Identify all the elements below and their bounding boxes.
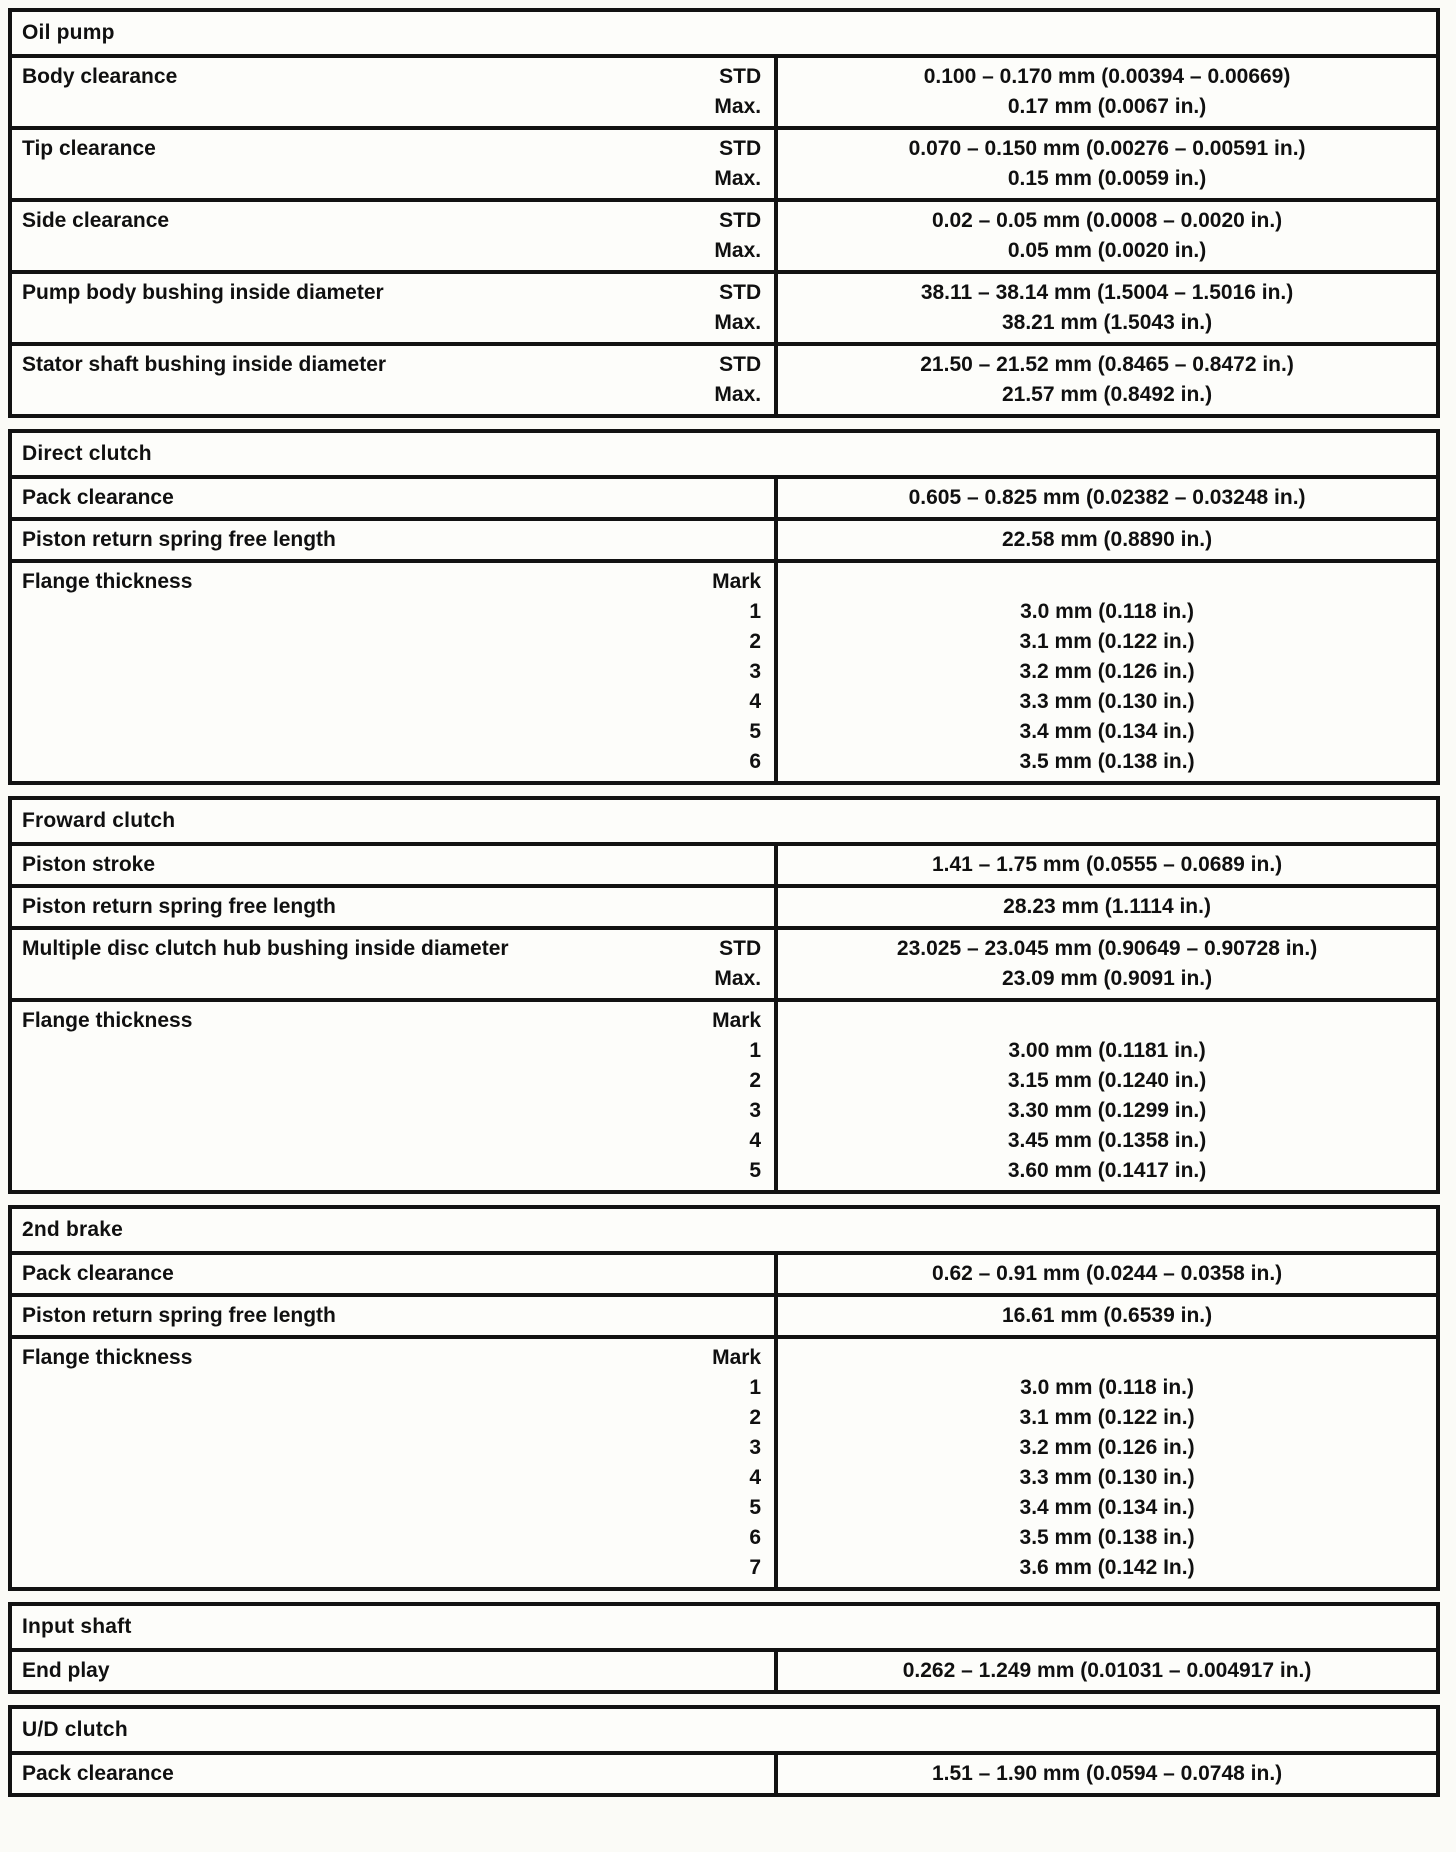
spec-row xyxy=(12,998,1436,1190)
spec-section xyxy=(8,796,1440,1194)
section-title: Froward clutch xyxy=(22,809,176,832)
spec-row-left-cell xyxy=(12,563,778,781)
spec-sublabel: STD xyxy=(719,137,762,160)
spec-value: 28.23 mm (1.1114 in.) xyxy=(1003,895,1211,918)
sublabel-column xyxy=(761,1759,774,1789)
spec-value: 3.30 mm (0.1299 in.) xyxy=(1007,1099,1207,1122)
spec-sublabel: 6 xyxy=(749,1526,762,1549)
spec-row-value-cell xyxy=(778,346,1436,414)
spec-row xyxy=(12,126,1436,198)
spec-row xyxy=(12,475,1436,517)
item-label: Piston return spring free length xyxy=(22,1304,336,1327)
section-title: 2nd brake xyxy=(22,1218,124,1241)
spec-value xyxy=(788,567,1426,597)
sublabel-column xyxy=(714,134,774,194)
spec-sublabel: Max. xyxy=(714,167,762,190)
spec-sublabel: 2 xyxy=(749,1069,762,1092)
spec-value: 16.61 mm (0.6539 in.) xyxy=(1001,1304,1213,1327)
spec-value: 38.11 – 38.14 mm (1.5004 – 1.5016 in.) xyxy=(920,281,1294,304)
item-label: Tip clearance xyxy=(22,137,156,160)
section-body xyxy=(12,1751,1436,1793)
spec-row xyxy=(12,198,1436,270)
spec-sublabel: Mark xyxy=(712,1346,762,1369)
spec-section xyxy=(8,1705,1440,1797)
section-title: Input shaft xyxy=(22,1615,132,1638)
spec-row xyxy=(12,517,1436,559)
sublabel-column xyxy=(712,567,774,777)
spec-sublabel: STD xyxy=(719,209,762,232)
spec-value: 1.41 – 1.75 mm (0.0555 – 0.0689 in.) xyxy=(931,853,1283,876)
item-label: Flange thickness xyxy=(22,1009,193,1032)
sublabel-column xyxy=(761,850,774,880)
spec-sublabel: Max. xyxy=(714,95,762,118)
spec-row-left-cell xyxy=(12,930,778,998)
spec-section xyxy=(8,1205,1440,1591)
item-label: Pack clearance xyxy=(22,1762,174,1785)
spec-value: 22.58 mm (0.8890 in.) xyxy=(1001,528,1213,551)
spec-sublabel: 5 xyxy=(749,1159,762,1182)
sublabel-column xyxy=(714,350,774,410)
spec-sublabel: 1 xyxy=(749,1039,762,1062)
spec-value: 0.62 – 0.91 mm (0.0244 – 0.0358 in.) xyxy=(931,1262,1283,1285)
spec-row-left-cell xyxy=(12,1255,778,1293)
spec-value: 0.605 – 0.825 mm (0.02382 – 0.03248 in.) xyxy=(908,486,1306,509)
section-body xyxy=(12,54,1436,414)
spec-row-value-cell xyxy=(778,1002,1436,1190)
spec-sublabel: STD xyxy=(719,65,762,88)
spec-row-left-cell xyxy=(12,202,778,270)
spec-row xyxy=(12,54,1436,126)
sublabel-column xyxy=(761,1259,774,1289)
sublabel-column xyxy=(761,483,774,513)
spec-value: 23.025 – 23.045 mm (0.90649 – 0.90728 in.) xyxy=(896,937,1318,960)
spec-sublabel: 1 xyxy=(749,600,762,623)
spec-sublabel: Max. xyxy=(714,239,762,262)
sublabel-column xyxy=(761,1301,774,1331)
sublabel-column xyxy=(761,1656,774,1686)
item-label: Pack clearance xyxy=(22,1262,174,1285)
spec-row-value-cell xyxy=(778,1652,1436,1690)
spec-row xyxy=(12,1648,1436,1690)
spec-value: 3.2 mm (0.126 in.) xyxy=(1019,660,1195,683)
spec-row-left-cell xyxy=(12,346,778,414)
spec-sheet xyxy=(8,8,1440,1797)
spec-row-left-cell xyxy=(12,1652,778,1690)
spec-value: 3.5 mm (0.138 in.) xyxy=(1019,750,1195,773)
sublabel-column xyxy=(714,278,774,338)
sublabel-column xyxy=(761,892,774,922)
spec-row-left-cell xyxy=(12,888,778,926)
item-label: Flange thickness xyxy=(22,1346,193,1369)
spec-sublabel: Max. xyxy=(714,311,762,334)
spec-sublabel: Mark xyxy=(712,1009,762,1032)
spec-sublabel: 3 xyxy=(749,1099,762,1122)
spec-row-value-cell xyxy=(778,1255,1436,1293)
spec-value: 3.4 mm (0.134 in.) xyxy=(1019,1496,1195,1519)
spec-value: 3.2 mm (0.126 in.) xyxy=(1019,1436,1195,1459)
spec-row xyxy=(12,342,1436,414)
item-label: Body clearance xyxy=(22,65,178,88)
section-body xyxy=(12,842,1436,1190)
spec-value: 23.09 mm (0.9091 in.) xyxy=(1001,967,1213,990)
spec-sublabel: 2 xyxy=(749,1406,762,1429)
spec-sublabel: STD xyxy=(719,281,762,304)
spec-sublabel: Max. xyxy=(714,383,762,406)
spec-sublabel: 7 xyxy=(749,1556,762,1579)
spec-sublabel: 3 xyxy=(749,660,762,683)
section-body xyxy=(12,1251,1436,1587)
spec-row xyxy=(12,884,1436,926)
spec-value xyxy=(788,1343,1426,1373)
spec-section xyxy=(8,429,1440,785)
spec-row-left-cell xyxy=(12,130,778,198)
spec-value: 3.15 mm (0.1240 in.) xyxy=(1007,1069,1207,1092)
spec-row-value-cell xyxy=(778,846,1436,884)
spec-row xyxy=(12,926,1436,998)
spec-section xyxy=(8,8,1440,418)
section-title: Direct clutch xyxy=(22,442,152,465)
spec-row-value-cell xyxy=(778,1339,1436,1587)
spec-row xyxy=(12,559,1436,781)
item-label: Side clearance xyxy=(22,209,170,232)
spec-row-value-cell xyxy=(778,1755,1436,1793)
spec-row xyxy=(12,1251,1436,1293)
section-body xyxy=(12,1648,1436,1690)
spec-row xyxy=(12,1293,1436,1335)
item-label: End play xyxy=(22,1659,110,1682)
item-label: Flange thickness xyxy=(22,570,193,593)
spec-value: 21.57 mm (0.8492 in.) xyxy=(1001,383,1213,406)
spec-value: 3.1 mm (0.122 in.) xyxy=(1019,1406,1195,1429)
spec-sublabel: 2 xyxy=(749,630,762,653)
spec-row-value-cell xyxy=(778,930,1436,998)
spec-value: 3.45 mm (0.1358 in.) xyxy=(1007,1129,1207,1152)
spec-row-left-cell xyxy=(12,1002,778,1190)
spec-value: 0.262 – 1.249 mm (0.01031 – 0.004917 in.) xyxy=(902,1659,1312,1682)
item-label: Multiple disc clutch hub bushing inside diameter xyxy=(22,937,509,960)
spec-value: 0.17 mm (0.0067 in.) xyxy=(1007,95,1207,118)
spec-sublabel: Max. xyxy=(714,967,762,990)
spec-row-left-cell xyxy=(12,846,778,884)
sublabel-column xyxy=(761,525,774,555)
spec-value: 3.1 mm (0.122 in.) xyxy=(1019,630,1195,653)
spec-sublabel: 6 xyxy=(749,750,762,773)
spec-row-left-cell xyxy=(12,274,778,342)
item-label: Pump body bushing inside diameter xyxy=(22,281,384,304)
spec-row-left-cell xyxy=(12,1339,778,1587)
spec-row-value-cell xyxy=(778,521,1436,559)
spec-row-left-cell xyxy=(12,521,778,559)
spec-value: 3.3 mm (0.130 in.) xyxy=(1019,690,1195,713)
spec-row-value-cell xyxy=(778,274,1436,342)
sublabel-column xyxy=(714,62,774,122)
spec-row-left-cell xyxy=(12,479,778,517)
spec-value: 3.0 mm (0.118 in.) xyxy=(1020,1376,1195,1399)
spec-row-left-cell xyxy=(12,1755,778,1793)
spec-value: 3.60 mm (0.1417 in.) xyxy=(1007,1159,1207,1182)
item-label: Piston return spring free length xyxy=(22,895,336,918)
spec-sublabel: 5 xyxy=(749,1496,762,1519)
spec-value: 3.3 mm (0.130 in.) xyxy=(1019,1466,1195,1489)
spec-value: 3.4 mm (0.134 in.) xyxy=(1019,720,1195,743)
spec-row-value-cell xyxy=(778,888,1436,926)
item-label: Piston stroke xyxy=(22,853,156,876)
spec-sublabel: 4 xyxy=(749,1129,762,1152)
spec-row xyxy=(12,270,1436,342)
spec-sublabel: 3 xyxy=(749,1436,762,1459)
sublabel-column xyxy=(714,206,774,266)
spec-row-left-cell xyxy=(12,58,778,126)
spec-value: 3.00 mm (0.1181 in.) xyxy=(1008,1039,1206,1062)
spec-sublabel: STD xyxy=(719,937,762,960)
spec-sublabel: 1 xyxy=(749,1376,762,1399)
spec-value: 0.15 mm (0.0059 in.) xyxy=(1007,167,1207,190)
spec-sublabel: 4 xyxy=(749,690,762,713)
sublabel-column xyxy=(714,934,774,994)
spec-value xyxy=(788,1006,1426,1036)
section-title: Oil pump xyxy=(22,21,115,44)
spec-row-value-cell xyxy=(778,130,1436,198)
item-label: Pack clearance xyxy=(22,486,174,509)
spec-value: 0.05 mm (0.0020 in.) xyxy=(1007,239,1207,262)
spec-row-value-cell xyxy=(778,58,1436,126)
spec-sublabel: Mark xyxy=(712,570,762,593)
spec-value: 0.070 – 0.150 mm (0.00276 – 0.00591 in.) xyxy=(908,137,1306,160)
spec-row-value-cell xyxy=(778,563,1436,781)
spec-row-left-cell xyxy=(12,1297,778,1335)
item-label: Piston return spring free length xyxy=(22,528,336,551)
spec-value: 38.21 mm (1.5043 in.) xyxy=(1001,311,1213,334)
spec-row xyxy=(12,1335,1436,1587)
spec-value: 21.50 – 21.52 mm (0.8465 – 0.8472 in.) xyxy=(920,353,1294,376)
spec-value: 3.5 mm (0.138 in.) xyxy=(1019,1526,1195,1549)
spec-row-value-cell xyxy=(778,202,1436,270)
spec-value: 3.0 mm (0.118 in.) xyxy=(1020,600,1195,623)
spec-value: 0.100 – 0.170 mm (0.00394 – 0.00669) xyxy=(923,65,1291,88)
spec-row-value-cell xyxy=(778,479,1436,517)
spec-value: 1.51 – 1.90 mm (0.0594 – 0.0748 in.) xyxy=(931,1762,1283,1785)
section-title: U/D clutch xyxy=(22,1718,128,1741)
spec-sublabel: 5 xyxy=(749,720,762,743)
section-body xyxy=(12,475,1436,781)
spec-section xyxy=(8,1602,1440,1694)
sublabel-column xyxy=(712,1006,774,1186)
spec-sublabel: STD xyxy=(719,353,762,376)
item-label: Stator shaft bushing inside diameter xyxy=(22,353,387,376)
spec-row xyxy=(12,842,1436,884)
spec-row xyxy=(12,1751,1436,1793)
spec-value: 3.6 mm (0.142 In.) xyxy=(1019,1556,1195,1579)
spec-sublabel: 4 xyxy=(749,1466,762,1489)
sublabel-column xyxy=(712,1343,774,1583)
spec-row-value-cell xyxy=(778,1297,1436,1335)
spec-value: 0.02 – 0.05 mm (0.0008 – 0.0020 in.) xyxy=(931,209,1283,232)
